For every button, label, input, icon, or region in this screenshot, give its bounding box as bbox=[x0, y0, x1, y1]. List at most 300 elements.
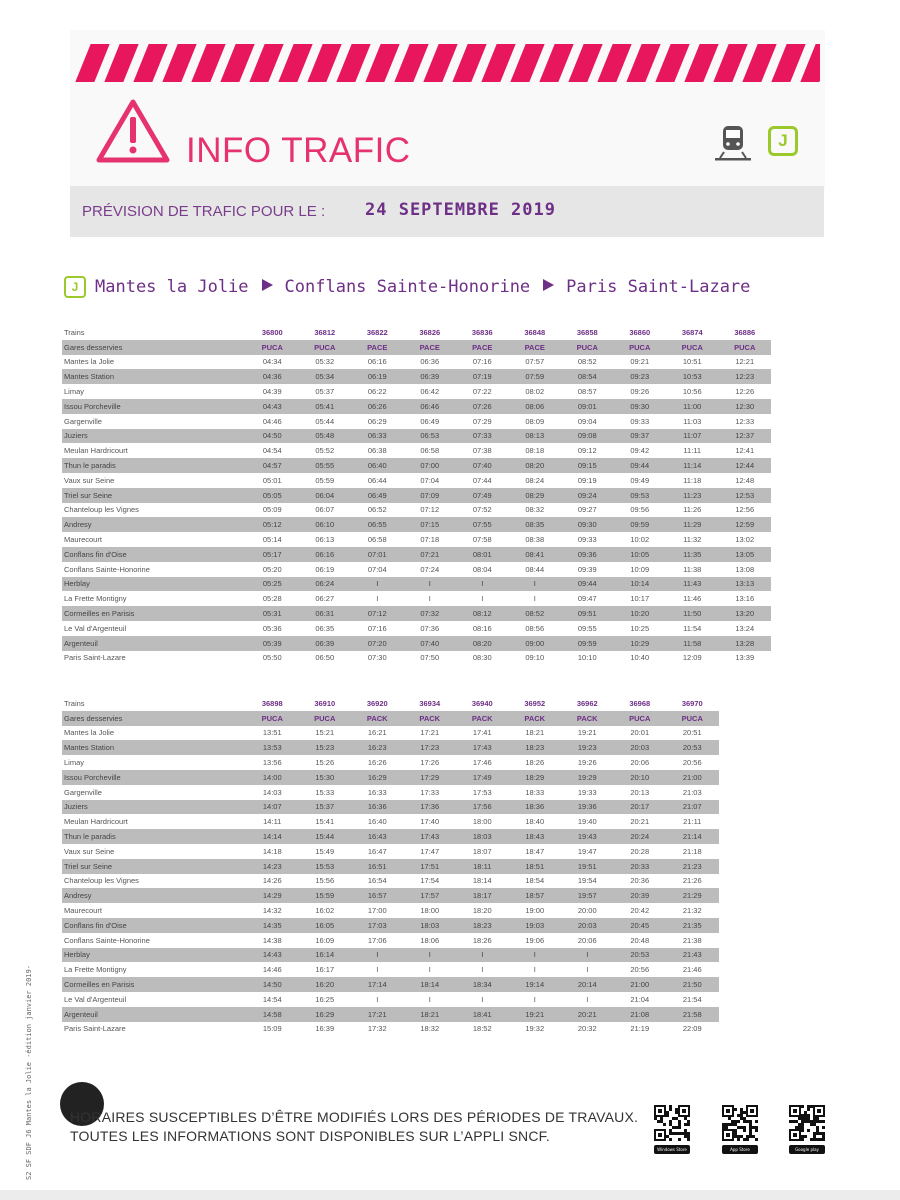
departure-time: 15:44 bbox=[299, 829, 352, 844]
departure-time: 18:34 bbox=[456, 977, 509, 992]
departure-time: 15:09 bbox=[262, 1024, 282, 1034]
departure-time: 18:26 bbox=[472, 935, 492, 945]
train-number: 36860 bbox=[629, 327, 651, 337]
departure-time: 16:51 bbox=[351, 859, 404, 874]
station-name: Vaux sur Seine bbox=[64, 846, 115, 856]
station-name: Paris Saint-Lazare bbox=[64, 1024, 126, 1034]
bottom-strip bbox=[0, 1190, 900, 1200]
departure-time: 21:35 bbox=[666, 918, 719, 933]
departure-time: 18:32 bbox=[420, 1024, 440, 1034]
table-row bbox=[62, 962, 719, 977]
station-name: Le Val d'Argenteuil bbox=[64, 994, 127, 1004]
departure-time: 05:48 bbox=[299, 429, 352, 444]
app-store-badge[interactable]: App Store bbox=[722, 1145, 758, 1154]
departure-time: 20:01 bbox=[630, 728, 650, 738]
departure-time: 20:24 bbox=[614, 829, 667, 844]
departure-time: 19:21 bbox=[509, 1007, 562, 1022]
departure-time: 19:00 bbox=[525, 906, 545, 916]
departure-time: 10:25 bbox=[630, 623, 650, 633]
departure-time: 11:32 bbox=[683, 535, 702, 545]
departure-time: 20:03 bbox=[561, 918, 614, 933]
google-play-badge[interactable]: Google play bbox=[789, 1145, 825, 1154]
departure-time: I bbox=[376, 594, 379, 604]
departure-time: 14:00 bbox=[246, 770, 299, 785]
departure-time: 07:04 bbox=[367, 564, 387, 574]
departure-time: 13:51 bbox=[262, 728, 282, 738]
departure-time: 06:36 bbox=[420, 357, 440, 367]
departure-time: 18:23 bbox=[456, 918, 509, 933]
table-row bbox=[62, 844, 719, 859]
table-row bbox=[62, 918, 719, 933]
departure-time: 11:58 bbox=[666, 636, 719, 651]
departure-time: 05:25 bbox=[246, 577, 299, 592]
station-name: Mantes Station bbox=[62, 369, 246, 384]
departure-time: 11:43 bbox=[666, 577, 719, 592]
departure-time: 22:09 bbox=[682, 1024, 702, 1034]
departure-time: 17:46 bbox=[472, 758, 492, 768]
departure-time: 18:14 bbox=[404, 977, 457, 992]
departure-time: 18:06 bbox=[420, 935, 440, 945]
departure-time: 06:22 bbox=[367, 387, 387, 397]
departure-time: 06:04 bbox=[299, 488, 352, 503]
departure-time: 21:14 bbox=[666, 829, 719, 844]
departure-time: 11:18 bbox=[683, 475, 702, 485]
departure-time: 16:23 bbox=[351, 740, 404, 755]
departure-time: 15:26 bbox=[315, 758, 335, 768]
departure-time: 14:38 bbox=[262, 935, 282, 945]
departure-time: 17:54 bbox=[420, 876, 440, 886]
departure-time: 08:16 bbox=[472, 623, 492, 633]
page-title: INFO TRAFIC bbox=[186, 131, 411, 170]
trains-label: Trains bbox=[64, 327, 85, 337]
station-name: Triel sur Seine bbox=[62, 488, 246, 503]
departure-time: 15:37 bbox=[299, 800, 352, 815]
departure-time: 16:20 bbox=[299, 977, 352, 992]
departure-time: 16:14 bbox=[299, 948, 352, 963]
departure-time: 14:11 bbox=[263, 817, 282, 827]
departure-time: I bbox=[456, 577, 509, 592]
departure-time: 07:55 bbox=[456, 517, 509, 532]
departure-time: 18:23 bbox=[509, 740, 562, 755]
departure-time: 16:39 bbox=[315, 1024, 335, 1034]
departure-time: 12:53 bbox=[719, 488, 772, 503]
station-name: Maurecourt bbox=[64, 535, 102, 545]
table-row bbox=[62, 384, 771, 399]
table-row bbox=[62, 591, 771, 606]
departure-time: 08:29 bbox=[509, 488, 562, 503]
train-number: 36970 bbox=[681, 698, 703, 708]
departure-time: 09:56 bbox=[630, 505, 650, 515]
departure-time: 08:02 bbox=[525, 387, 545, 397]
departure-time: 05:12 bbox=[246, 517, 299, 532]
departure-time: 18:47 bbox=[525, 846, 545, 856]
departure-time: 18:11 bbox=[456, 859, 509, 874]
departure-time: 13:24 bbox=[735, 623, 755, 633]
departure-time: I bbox=[509, 577, 562, 592]
departure-time: 07:04 bbox=[420, 475, 440, 485]
windows-store-badge[interactable]: Windows Store bbox=[654, 1145, 690, 1154]
station-name: Cormeilles en Parisis bbox=[62, 977, 246, 992]
departure-time: 09:59 bbox=[614, 517, 667, 532]
departure-time: 08:35 bbox=[509, 517, 562, 532]
departure-time: 09:49 bbox=[630, 475, 650, 485]
train-number: 36836 bbox=[471, 327, 493, 337]
departure-time: 21:19 bbox=[630, 1024, 650, 1034]
departure-time: 17:57 bbox=[404, 888, 457, 903]
departure-time: 16:02 bbox=[315, 906, 335, 916]
departure-time: 05:52 bbox=[315, 446, 335, 456]
departure-time: 09:53 bbox=[614, 488, 667, 503]
qr-code-icon[interactable] bbox=[722, 1105, 758, 1141]
departure-time: 17:21 bbox=[420, 728, 440, 738]
departure-time: 05:01 bbox=[262, 475, 282, 485]
stripe bbox=[539, 44, 573, 82]
departure-time: 19:14 bbox=[509, 977, 562, 992]
departure-time: 14:18 bbox=[262, 846, 282, 856]
table-row bbox=[62, 517, 771, 532]
departure-time: I bbox=[586, 965, 589, 975]
departure-time: 17:03 bbox=[351, 918, 404, 933]
stripe bbox=[655, 44, 689, 82]
mission-code: PUCA bbox=[614, 340, 667, 355]
table-row bbox=[62, 948, 719, 963]
table-row bbox=[62, 785, 719, 800]
mission-code: PUCA bbox=[666, 711, 719, 726]
departure-time: 15:21 bbox=[315, 728, 335, 738]
stripe bbox=[336, 44, 370, 82]
departure-time: 19:51 bbox=[561, 859, 614, 874]
departure-time: 10:20 bbox=[614, 606, 667, 621]
table-row bbox=[62, 562, 771, 577]
departure-time: 18:03 bbox=[404, 918, 457, 933]
departure-time: 09:33 bbox=[577, 535, 597, 545]
departure-time: 09:26 bbox=[630, 387, 650, 397]
station-name: Mantes Station bbox=[62, 740, 246, 755]
departure-time: 09:42 bbox=[630, 446, 650, 456]
station-name: Juziers bbox=[62, 429, 246, 444]
departure-time: 10:40 bbox=[630, 653, 650, 663]
departure-time: 09:44 bbox=[614, 458, 667, 473]
departure-time: 12:59 bbox=[719, 517, 772, 532]
qr-code-icon[interactable] bbox=[789, 1105, 825, 1141]
departure-time: 06:53 bbox=[404, 429, 457, 444]
departure-time: 20:56 bbox=[682, 758, 702, 768]
departure-time: 05:36 bbox=[262, 623, 282, 633]
departure-time: 17:49 bbox=[456, 770, 509, 785]
train-number: 36848 bbox=[524, 327, 546, 337]
departure-time: 08:41 bbox=[509, 547, 562, 562]
departure-time: 11:03 bbox=[683, 416, 702, 426]
mission-code: PACK bbox=[561, 711, 614, 726]
departure-time: 09:55 bbox=[577, 623, 597, 633]
train-number: 36968 bbox=[629, 698, 651, 708]
station-name: Conflans Sainte-Honorine bbox=[64, 935, 150, 945]
table-row bbox=[62, 903, 719, 918]
mission-code: PUCA bbox=[246, 340, 299, 355]
departure-time: 17:00 bbox=[367, 906, 387, 916]
departure-time: 06:19 bbox=[351, 369, 404, 384]
train-number: 36874 bbox=[681, 327, 703, 337]
departure-time: 09:23 bbox=[614, 369, 667, 384]
departure-time: 20:32 bbox=[577, 1024, 597, 1034]
departure-time: 07:58 bbox=[472, 535, 492, 545]
departure-time: 18:00 bbox=[420, 906, 440, 916]
departure-time: 09:51 bbox=[561, 606, 614, 621]
departure-time: 13:08 bbox=[735, 564, 755, 574]
qr-code-icon[interactable] bbox=[654, 1105, 690, 1141]
arrow-right-icon bbox=[543, 279, 554, 291]
departure-time: 09:21 bbox=[630, 357, 650, 367]
departure-time: 20:39 bbox=[614, 888, 667, 903]
departure-time: 21:46 bbox=[682, 965, 702, 975]
departure-time: 21:18 bbox=[682, 846, 702, 856]
departure-time: 12:30 bbox=[719, 399, 772, 414]
departure-time: 12:41 bbox=[735, 446, 755, 456]
departure-time: I bbox=[404, 948, 457, 963]
departure-time: 15:53 bbox=[299, 859, 352, 874]
departure-time: 17:26 bbox=[420, 758, 440, 768]
station-name: Herblay bbox=[62, 948, 246, 963]
departure-time: 07:01 bbox=[351, 547, 404, 562]
mission-code: PACE bbox=[351, 340, 404, 355]
departure-time: 06:31 bbox=[299, 606, 352, 621]
departure-time: 19:47 bbox=[577, 846, 597, 856]
departure-time: 05:32 bbox=[315, 357, 335, 367]
table-row bbox=[62, 369, 771, 384]
departure-time: 17:41 bbox=[472, 728, 492, 738]
departure-time: 14:43 bbox=[246, 948, 299, 963]
departure-time: 17:29 bbox=[404, 770, 457, 785]
table-row bbox=[62, 651, 771, 666]
departure-time: 06:49 bbox=[351, 488, 404, 503]
departure-time: 15:33 bbox=[315, 787, 335, 797]
mission-code-row bbox=[62, 711, 719, 726]
departure-time: 17:36 bbox=[404, 800, 457, 815]
table-row bbox=[62, 933, 719, 948]
stripe bbox=[684, 44, 718, 82]
mission-code: PACE bbox=[456, 340, 509, 355]
departure-time: 19:40 bbox=[577, 817, 597, 827]
mission-code: PACK bbox=[351, 711, 404, 726]
departure-time: 14:35 bbox=[246, 918, 299, 933]
departure-time: 09:37 bbox=[614, 429, 667, 444]
departure-time: 20:51 bbox=[682, 728, 702, 738]
departure-time: 21:50 bbox=[666, 977, 719, 992]
station-name: Paris Saint-Lazare bbox=[64, 653, 126, 663]
station-name: Triel sur Seine bbox=[62, 859, 246, 874]
departure-time: 16:17 bbox=[315, 965, 335, 975]
departure-time: 16:57 bbox=[351, 888, 404, 903]
departure-time: 07:44 bbox=[472, 475, 492, 485]
departure-time: 08:20 bbox=[509, 458, 562, 473]
station-name: Conflans fin d'Oise bbox=[62, 547, 246, 562]
departure-time: 07:09 bbox=[404, 488, 457, 503]
departure-time: 12:09 bbox=[682, 653, 702, 663]
departure-time: 05:14 bbox=[262, 535, 282, 545]
departure-time: 11:54 bbox=[683, 623, 702, 633]
departure-time: 16:25 bbox=[315, 994, 335, 1004]
notice-line-1: HORAIRES SUSCEPTIBLES D’ÊTRE MODIFIÉS LORS DES PÉRIODES DE TRAVAUX. bbox=[70, 1109, 639, 1125]
departure-time: 09:27 bbox=[577, 505, 597, 515]
departure-time: 07:12 bbox=[351, 606, 404, 621]
line-j-badge: J bbox=[768, 126, 798, 156]
departure-time: 20:13 bbox=[630, 787, 650, 797]
departure-time: 14:32 bbox=[262, 906, 282, 916]
departure-time: 06:39 bbox=[299, 636, 352, 651]
departure-time: 18:57 bbox=[509, 888, 562, 903]
departure-time: 10:05 bbox=[614, 547, 667, 562]
departure-time: 18:29 bbox=[509, 770, 562, 785]
departure-time: 19:23 bbox=[561, 740, 614, 755]
stripe bbox=[220, 44, 254, 82]
stripe bbox=[510, 44, 544, 82]
departure-time: I bbox=[456, 948, 509, 963]
departure-time: 21:43 bbox=[666, 948, 719, 963]
departure-time: 15:49 bbox=[315, 846, 335, 856]
departure-time: 20:42 bbox=[630, 906, 650, 916]
mission-code: PUCA bbox=[246, 711, 299, 726]
departure-time: 06:33 bbox=[351, 429, 404, 444]
departure-time: 15:56 bbox=[315, 876, 335, 886]
station-name: Thun le paradis bbox=[62, 829, 246, 844]
departure-time: 06:19 bbox=[315, 564, 335, 574]
departure-time: 21:08 bbox=[614, 1007, 667, 1022]
departure-time: 06:58 bbox=[367, 535, 387, 545]
departure-time: 07:18 bbox=[420, 535, 440, 545]
timetable-morning bbox=[62, 325, 771, 665]
station-name: La Frette Montigny bbox=[64, 965, 127, 975]
departure-time: 14:50 bbox=[246, 977, 299, 992]
departure-time: 21:04 bbox=[630, 994, 650, 1004]
station-name: Limay bbox=[64, 387, 85, 397]
departure-time: I bbox=[351, 577, 404, 592]
departure-time: I bbox=[404, 577, 457, 592]
departure-time: 09:59 bbox=[561, 636, 614, 651]
departure-time: 11:46 bbox=[683, 594, 702, 604]
station-name: Issou Porcheville bbox=[62, 770, 246, 785]
station-name: Mantes la Jolie bbox=[64, 728, 115, 738]
departure-time: I bbox=[509, 948, 562, 963]
departure-time: 17:47 bbox=[420, 846, 440, 856]
train-icon bbox=[712, 122, 754, 164]
departure-time: 07:29 bbox=[472, 416, 492, 426]
table-row bbox=[62, 458, 771, 473]
departure-time: 09:01 bbox=[561, 399, 614, 414]
departure-time: 19:29 bbox=[561, 770, 614, 785]
departure-time: 06:52 bbox=[367, 505, 387, 515]
departure-time: 11:26 bbox=[683, 505, 702, 515]
route-line-badge: J bbox=[64, 276, 86, 298]
departure-time: 09:30 bbox=[561, 517, 614, 532]
departure-time: 11:23 bbox=[666, 488, 719, 503]
station-name: Vaux sur Seine bbox=[64, 475, 115, 485]
departure-time: 18:21 bbox=[404, 1007, 457, 1022]
departure-time: 17:14 bbox=[351, 977, 404, 992]
stripe bbox=[133, 44, 167, 82]
stations-label: Gares desservies bbox=[62, 340, 246, 355]
departure-time: 07:21 bbox=[404, 547, 457, 562]
departure-time: 10:51 bbox=[682, 357, 702, 367]
departure-time: 08:38 bbox=[525, 535, 545, 545]
mission-code: PUCA bbox=[299, 340, 352, 355]
departure-time: 06:26 bbox=[351, 399, 404, 414]
table-row bbox=[62, 473, 771, 488]
departure-time: 08:13 bbox=[509, 429, 562, 444]
train-number: 36822 bbox=[366, 327, 388, 337]
departure-time: 08:09 bbox=[525, 416, 545, 426]
departure-time: 18:41 bbox=[456, 1007, 509, 1022]
departure-time: 19:36 bbox=[561, 800, 614, 815]
stripe bbox=[162, 44, 196, 82]
departure-time: 06:16 bbox=[299, 547, 352, 562]
train-number: 36962 bbox=[576, 698, 598, 708]
departure-time: 04:57 bbox=[246, 458, 299, 473]
departure-time: 08:52 bbox=[509, 606, 562, 621]
train-number: 36898 bbox=[261, 698, 283, 708]
departure-time: 05:31 bbox=[246, 606, 299, 621]
departure-time: 18:51 bbox=[509, 859, 562, 874]
departure-time: 07:49 bbox=[456, 488, 509, 503]
departure-time: 18:00 bbox=[472, 817, 492, 827]
departure-time: 21:38 bbox=[682, 935, 702, 945]
departure-time: 06:24 bbox=[299, 577, 352, 592]
departure-time: 06:10 bbox=[299, 517, 352, 532]
departure-time: 16:33 bbox=[367, 787, 387, 797]
train-number: 36858 bbox=[576, 327, 598, 337]
train-number: 36886 bbox=[734, 327, 756, 337]
departure-time: 05:34 bbox=[299, 369, 352, 384]
departure-time: 14:58 bbox=[246, 1007, 299, 1022]
departure-time: 09:44 bbox=[561, 577, 614, 592]
departure-time: 20:10 bbox=[614, 770, 667, 785]
departure-time: 06:16 bbox=[367, 357, 387, 367]
departure-time: 17:51 bbox=[404, 859, 457, 874]
departure-time: 16:29 bbox=[299, 1007, 352, 1022]
departure-time: 06:58 bbox=[420, 446, 440, 456]
departure-time: 10:53 bbox=[666, 369, 719, 384]
departure-time: 11:00 bbox=[666, 399, 719, 414]
departure-time: 17:33 bbox=[420, 787, 440, 797]
departure-time: 20:56 bbox=[630, 965, 650, 975]
departure-time: 21:07 bbox=[666, 800, 719, 815]
table-row bbox=[62, 547, 771, 562]
train-number: 36952 bbox=[524, 698, 546, 708]
departure-time: 06:49 bbox=[420, 416, 440, 426]
departure-time: 16:54 bbox=[367, 876, 387, 886]
departure-time: 07:40 bbox=[404, 636, 457, 651]
departure-time: 08:04 bbox=[472, 564, 492, 574]
departure-time: 06:50 bbox=[315, 653, 335, 663]
station-name: Gargenville bbox=[64, 416, 102, 426]
departure-time: 17:43 bbox=[404, 829, 457, 844]
departure-time: I bbox=[533, 965, 536, 975]
departure-time: 06:39 bbox=[404, 369, 457, 384]
mission-code: PACE bbox=[509, 340, 562, 355]
departure-time: 05:41 bbox=[299, 399, 352, 414]
departure-time: 21:26 bbox=[682, 876, 702, 886]
stripe bbox=[75, 44, 109, 82]
departure-time: 06:44 bbox=[367, 475, 387, 485]
departure-time: 14:14 bbox=[246, 829, 299, 844]
route-stop-destination: Paris Saint-Lazare bbox=[566, 277, 751, 297]
departure-time: 18:33 bbox=[525, 787, 545, 797]
table-row bbox=[62, 429, 771, 444]
departure-time: 08:24 bbox=[525, 475, 545, 485]
stripe bbox=[278, 44, 312, 82]
departure-time: 04:39 bbox=[262, 387, 282, 397]
departure-time: 15:41 bbox=[315, 817, 335, 827]
departure-time: 18:03 bbox=[456, 829, 509, 844]
